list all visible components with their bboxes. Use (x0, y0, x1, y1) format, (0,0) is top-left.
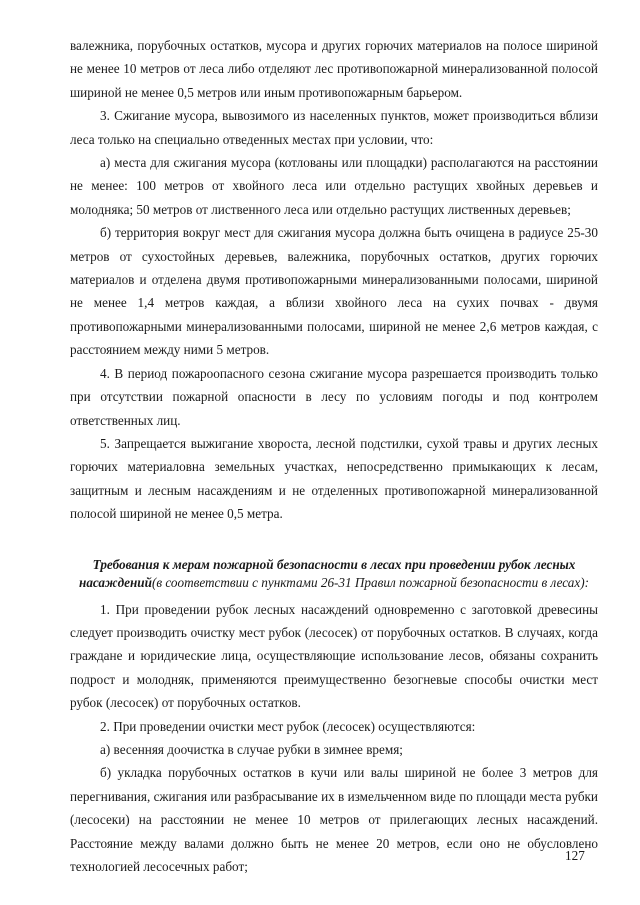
paragraph: 2. При проведении очистки мест рубок (лесосек) осуществляются: (100, 718, 476, 734)
paragraph: а) весенняя доочистка в случае рубки в зимнее время; (100, 741, 403, 757)
paragraph: 5. Запрещается выжигание хвороста, лесной подстилки, сухой травы и других лесных горючих материаловна земельных участках, непосредственно примыкающих к лесам, защитным и лесным насаждениям и не отделенных противопожарной минерализованной полосой шириной не менее 0,5 метра. (70, 435, 598, 522)
top-paragraphs (70, 34, 598, 526)
paragraph: 4. В период пожароопасного сезона сжигание мусора разрешается производить только при отсутствии пожарной опасности в лесу по условиям погоды и под контролем ответственных лиц. (70, 365, 598, 428)
page-number: 127 (565, 848, 585, 863)
section-heading-sub: (в соответствии с пунктами 26-31 Правил пожарной безопасности в лесах): (151, 574, 589, 590)
section-heading (70, 556, 598, 592)
section-heading-main: Требования к мерам пожарной безопасности в лесах при проведении рубок лесных насаждений (79, 556, 576, 590)
paragraph: 3. Сжигание мусора, вывозимого из населенных пунктов, может производиться вблизи леса только на специально отведенных местах при условии, что: (70, 108, 598, 147)
paragraph: б) укладка порубочных остатков в кучи или валы шириной не более 3 метров для перегнивания, сжигания или разбрасывание их в измельченном виде по площади места рубки (лесосеки) на расстоянии не менее 10 метров от прилегающих лесных насаждений. Расстояние между валами должно быть не менее 20 метров, если оно не обусловлено технологией лесосечных работ; (70, 765, 598, 874)
paragraph: б) территория вокруг мест для сжигания мусора должна быть очищена в радиусе 25-30 метров от сухостойных деревьев, валежника, порубочных остатков, других горючих материалов и отделена двумя противопожарными минерализованными полосами, шириной не менее 1,4 метров каждая, а вблизи хвойного леса на сухих почвах - двумя противопожарными минерализованными полосами, шириной не менее 2,6 метров каждая, с расстоянием между ними 5 метров. (70, 225, 598, 358)
document-page (70, 34, 598, 878)
paragraph: 1. При проведении рубок лесных насаждений одновременно с заготовкой древесины следует производить очистку мест рубок (лесосек) от порубочных остатков. В случаях, когда граждане и юридические лица, осуществляющие использование лесов, обязаны сохранить подрост и молодняк, применяются преимущественно безогневые способы очистки мест рубок (лесосек) от порубочных остатков. (70, 601, 598, 711)
bottom-paragraphs (70, 598, 598, 879)
paragraph: а) места для сжигания мусора (котлованы или площадки) располагаются на расстоянии не менее: 100 метров от хвойного леса или отдельно растущих хвойных деревьев и молодняка; 50 метров от лиственного леса или отдельно растущих лиственных деревьев; (70, 155, 598, 217)
paragraph: валежника, порубочных остатков, мусора и других горючих материалов на полосе шириной не менее 10 метров от леса либо отделяют лес противопожарной минерализованной полосой шириной не менее 0,5 метров или иным противопожарным барьером. (70, 38, 598, 100)
